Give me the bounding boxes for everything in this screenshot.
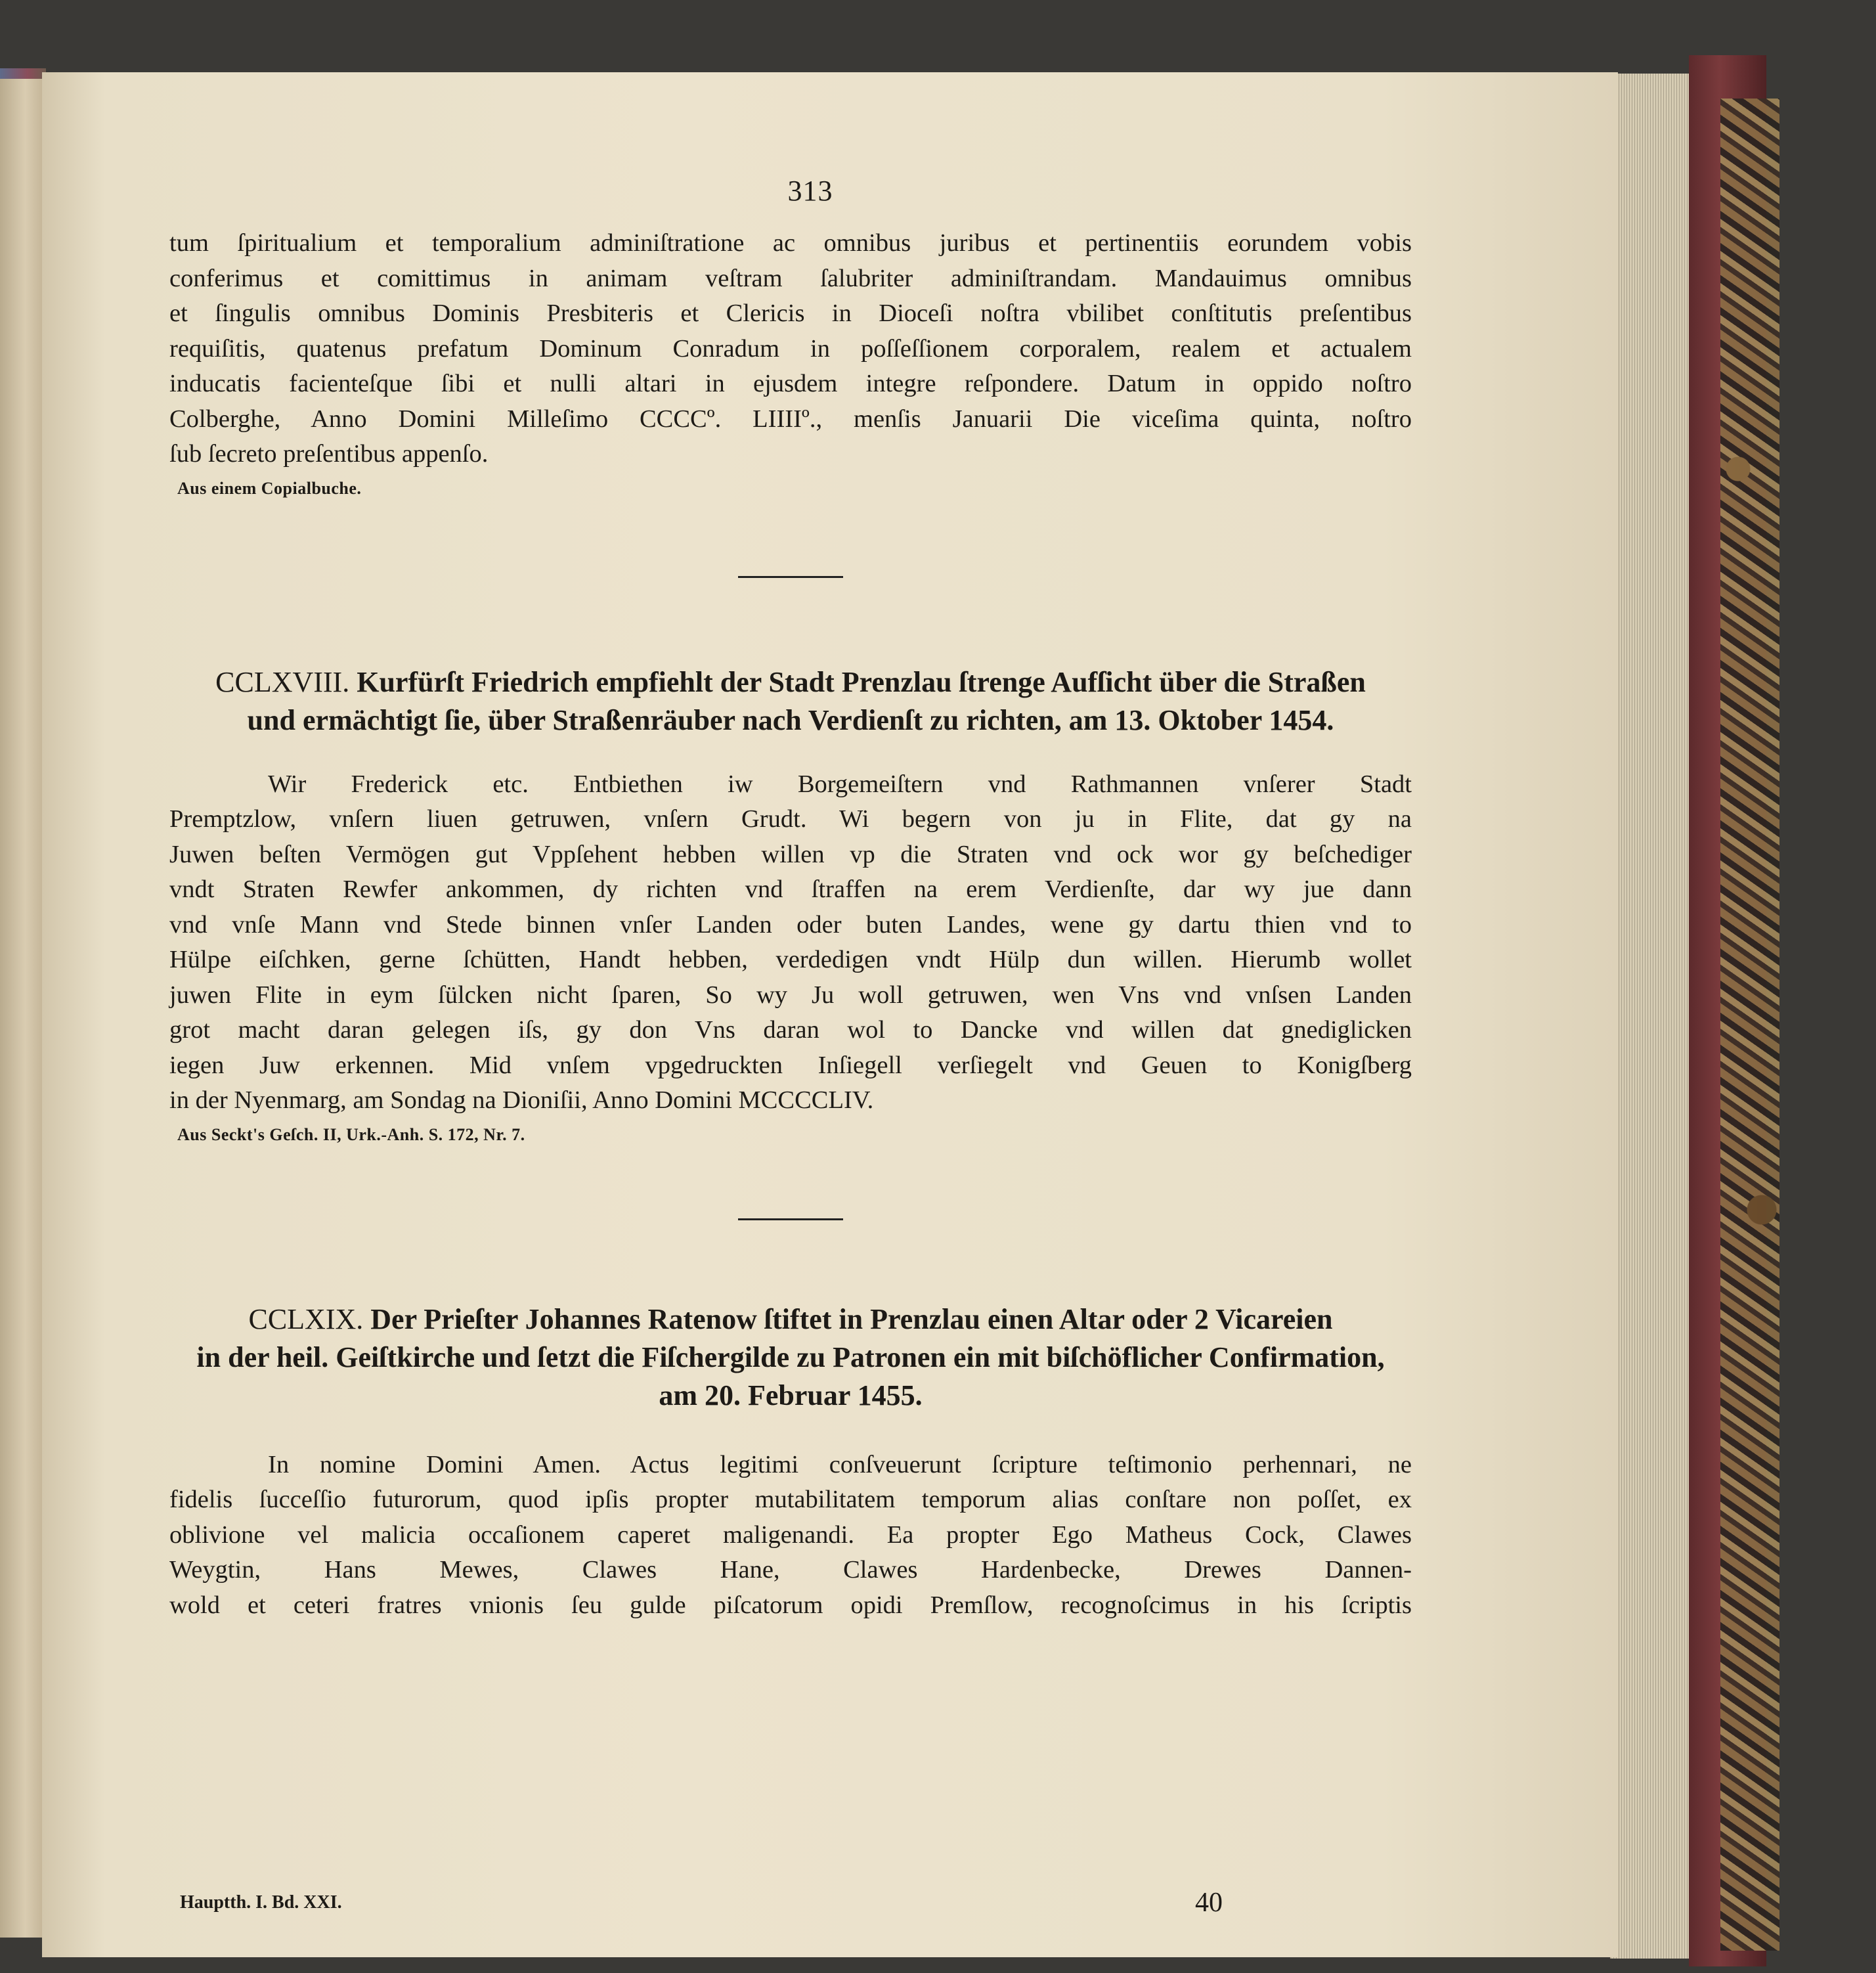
text-line: Wir Frederick etc. Entbiethen iw Borgemeiſtern vnd Rathmannen vnſerer Stadt [268,770,1412,798]
text-line: Juwen beſten Vermögen gut Vppſehent hebben willen vp die Straten vnd ock wor gy beſchediger [169,840,1412,868]
text-line: et ſingulis omnibus Dominis Presbiteris et Clericis in Dioceſi noſtra vbilibet conſtitutis preſentibus [169,299,1412,327]
page-number: 313 [787,175,833,207]
page-footer [169,1887,1412,1920]
document-title: am 20. Februar 1455. [659,1379,923,1411]
top-paragraph [169,226,1412,472]
document-numeral: CCLXVIII. [215,665,350,698]
text-line: conferimus et comittimus in animam veſtram ſalubriter adminiſtrandam. Mandauimus omnibus [169,264,1412,292]
text-line: In nomine Domini Amen. Actus legitimi conſveuerunt ſcripture teſtimonio perhennari, ne [268,1450,1412,1478]
document-text-268 [169,767,1412,1119]
text-line: Weygtin, Hans Mewes, Clawes Hane, Clawes Hardenbecke, Drewes Dannen- [169,1556,1412,1584]
source-note: Aus einem Copialbuche. [177,478,362,498]
text-line: ſub ſecreto preſentibus appenſo. [169,440,489,468]
document-text-269 [169,1448,1412,1624]
document-title: Kurfürſt Friedrich empfiehlt der Stadt Prenzlau ſtrenge Aufſicht über die Straßen [357,665,1366,698]
book-page [42,72,1618,1957]
marbled-cover [1720,99,1779,1951]
document-title: in der heil. Geiſtkirche und ſetzt die Fiſchergilde zu Patronen ein mit biſchöflicher Confirmation, [196,1341,1385,1373]
text-line: juwen Flite in eym ſülcken nicht ſparen, So wy Ju woll getruwen, wen Vns vnd vnſsen Landen [169,981,1412,1009]
sheet-number: 40 [1195,1888,1223,1918]
text-line: vndt Straten Rewfer ankommen, dy richten vnd ſtraffen na erem Verdienſte, dar wy jue dann [169,876,1412,903]
document-title: Der Prieſter Johannes Ratenow ſtiftet in Prenzlau einen Altar oder 2 Vicareien [370,1302,1333,1335]
page-edges [1610,74,1690,1959]
left-facing-page [0,79,43,1938]
document-heading-268 [169,663,1412,740]
text-line: grot macht daran gelegen iſs, gy don Vns daran wol to Dancke vnd willen dat gnediglicken [169,1016,1412,1044]
text-line: requiſitis, quatenus prefatum Dominum Conradum in poſſeſſionem corporalem, realem et actualem [169,334,1412,363]
text-line: inducatis facienteſque ſibi et nulli altari in ejusdem integre reſpondere. Datum in oppido noſtro [169,370,1412,397]
text-line: oblivione vel malicia occaſionem caperet maligenandi. Ea propter Ego Matheus Cock, Clawes [169,1520,1412,1549]
signature-mark: Hauptth. I. Bd. XXI. [180,1892,342,1913]
text-line: Hülpe eiſchken, gerne ſchütten, Handt hebben, verdedigen vndt Hülp dun willen. Hierumb wollet [169,946,1412,973]
text-line: iegen Juw erkennen. Mid vnſem vpgedruckten Inſiegell verſiegelt vnd Geuen to Konigſberg [169,1051,1412,1079]
text-line: Colberghe, Anno Domini Milleſimo CCCCº. LIIIIº., menſis Januarii Die viceſima quinta, noſtro [169,405,1412,433]
text-line: wold et ceteri fratres vnionis ſeu gulde piſcatorum opidi Premſlow, recognoſcimus in his ſcriptis [169,1591,1412,1619]
text-line: tum ſpiritualium et temporalium adminiſtratione ac omnibus juribus et pertinentiis eorundem vobis [169,229,1412,257]
document-heading-269 [169,1300,1412,1415]
text-line: in der Nyenmarg, am Sondag na Dioniſii, Anno Domini MCCCCLIV. [169,1086,874,1114]
document-title: und ermächtigt ſie, über Straßenräuber nach Verdienſt zu richten, am 13. Oktober 1454. [247,703,1334,736]
page-content [169,174,1412,1918]
text-line: Premptzlow, vnſern liuen getruwen, vnſern Grudt. Wi begern von ju in Flite, dat gy na [169,805,1412,833]
document-numeral: CCLXIX. [248,1302,364,1335]
text-line: vnd vnſe Mann vnd Stede binnen vnſer Landen oder buten Landes, wene gy dartu thien vnd to [169,910,1412,939]
source-note: Aus Seckt's Geſch. II, Urk.-Anh. S. 172, Nr. 7. [177,1124,525,1144]
text-line: fidelis ſucceſſio futurorum, quod ipſis propter mutabilitatem temporum alias conſtare non poſſet, ex [169,1486,1412,1513]
